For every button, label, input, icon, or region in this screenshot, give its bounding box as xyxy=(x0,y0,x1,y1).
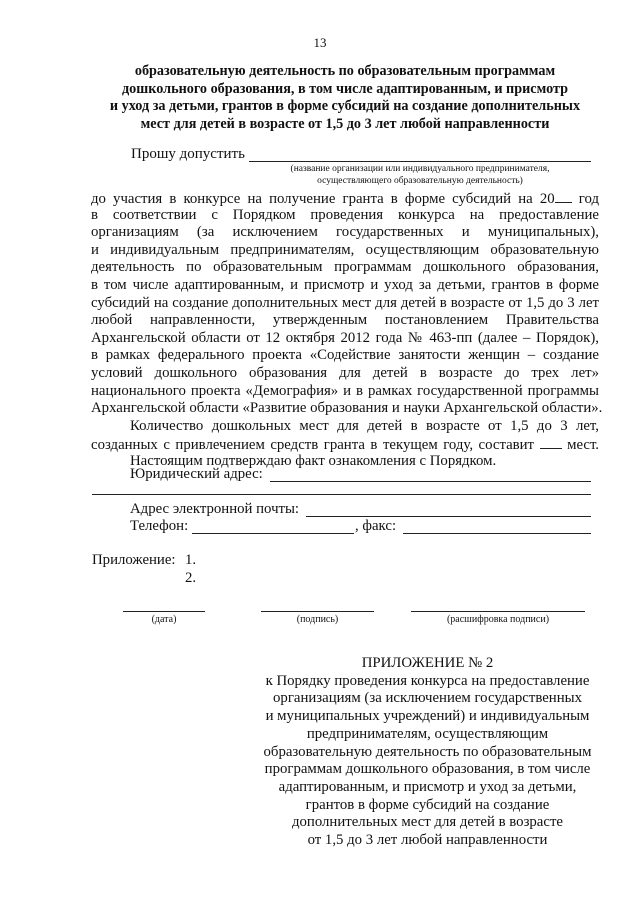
request-label: Прошу допустить xyxy=(131,146,245,162)
title-line: дошкольного образования, в том числе адаптированным, и присмотр xyxy=(121,80,569,97)
attachment-item: 2. xyxy=(185,570,197,586)
title-line: образовательную деятельность по образовательным программам xyxy=(134,63,556,79)
appendix-block xyxy=(255,655,600,850)
email-field[interactable] xyxy=(306,516,591,517)
phone-label: Телефон: xyxy=(130,518,189,534)
appendix-line: от 1,5 до 3 лет любой направленности xyxy=(307,832,548,849)
body-line: в рамках федерального проекта «Содействие занятости женщин – создание xyxy=(91,347,599,364)
appendix-line: программам дошкольного образования, в том числе xyxy=(264,761,591,778)
signature-field[interactable] xyxy=(261,611,374,612)
body-line: Архангельской области «Развитие образования и науки Архангельской области». xyxy=(91,400,603,417)
appendix-line: предпринимателям, осуществляющим xyxy=(306,725,549,742)
body-line: деятельность по образовательным программам дошкольного образования, xyxy=(91,259,599,276)
body-line: Настоящим подтверждаю факт ознакомления с Порядком. xyxy=(130,452,497,469)
body-line: в соответствии с Порядком проведения конкурса на предоставление xyxy=(91,206,599,223)
document-title xyxy=(90,63,600,133)
appendix-line: дополнительных мест для детей в возрасте xyxy=(292,814,563,831)
fax-label: , факс: xyxy=(355,518,397,534)
appendix-line: грантов в форме субсидий на создание xyxy=(305,796,550,813)
body-line-text: мест. xyxy=(561,437,600,454)
body-line xyxy=(91,189,599,207)
phone-field[interactable] xyxy=(192,533,354,534)
email-label: Адрес электронной почты: xyxy=(130,501,300,517)
appendix-line: и муниципальных учреждений) и индивидуальным xyxy=(265,708,590,725)
appendix-line: образовательную деятельность по образовательным xyxy=(263,743,592,760)
body-line: и индивидуальным предпринимателям, осуществляющим образовательную xyxy=(91,241,599,258)
body-line: национального проекта «Демография» и в рамках государственной программы xyxy=(91,382,599,399)
year-field[interactable] xyxy=(555,189,572,203)
attachment-item: 1. xyxy=(185,552,197,568)
date-caption: (дата) xyxy=(151,614,177,625)
attachments xyxy=(92,551,197,586)
appendix-line: адаптированным, и присмотр и уход за детьми, xyxy=(278,778,577,795)
appendix-line: организациям (за исключением государственных xyxy=(273,690,582,707)
body-line-text: до участия в конкурсе на получение гранта в форме субсидий на 20 xyxy=(91,191,555,207)
body-line-text: созданных с привлечением средств гранта в текущем году, составит xyxy=(91,437,540,454)
legal-address-label: Юридический адрес: xyxy=(130,466,263,482)
legal-address-field[interactable] xyxy=(270,481,591,482)
fax-field[interactable] xyxy=(403,533,591,534)
title-line: и уход за детьми, грантов в форме субсидий на создание дополнительных xyxy=(109,98,581,114)
body-line: субсидий на создание дополнительных мест для детей в возрасте от 1,5 до 3 лет xyxy=(91,294,599,311)
body-line-text: год xyxy=(571,191,599,207)
attachment-label: Приложение: xyxy=(92,552,176,568)
body-line: любой направленности, утвержденным постановлением Правительства xyxy=(91,312,599,329)
date-field[interactable] xyxy=(123,611,205,612)
places-count-field[interactable] xyxy=(540,435,562,449)
body-line: в том числе адаптированным, и присмотр и уход за детьми, грантов в форме xyxy=(91,276,599,293)
signature-caption: (подпись) xyxy=(296,614,339,625)
signature-decode-caption: (расшифровка подписи) xyxy=(446,614,550,625)
body-line: условий дошкольного образования для детей в возрасте до трех лет» xyxy=(91,364,599,381)
appendix-heading: ПРИЛОЖЕНИЕ № 2 xyxy=(361,655,494,671)
body-line: Количество дошкольных мест для детей в возрасте от 1,5 до 3 лет, xyxy=(130,417,599,434)
organization-name-field[interactable] xyxy=(249,161,591,162)
body-line: организациям (за исключением государственных и муниципальных), xyxy=(91,224,599,241)
caption-line: (название организации или индивидуального предпринимателя, xyxy=(290,164,550,174)
caption-line: осуществляющего образовательную деятельность) xyxy=(317,176,523,186)
signature-decode-field[interactable] xyxy=(411,611,585,612)
organization-name-caption xyxy=(249,163,591,187)
body-line xyxy=(91,435,599,453)
appendix-line: к Порядку проведения конкурса на предоставление xyxy=(265,672,590,689)
legal-address-field-continued[interactable] xyxy=(92,494,591,495)
body-line: Архангельской области от 12 октября 2012 года № 463-пп (далее – Порядок), xyxy=(91,329,599,346)
page-number: 13 xyxy=(313,35,327,50)
title-line: мест для детей в возрасте от 1,5 до 3 лет любой направленности xyxy=(140,115,550,132)
application-body xyxy=(91,189,603,471)
